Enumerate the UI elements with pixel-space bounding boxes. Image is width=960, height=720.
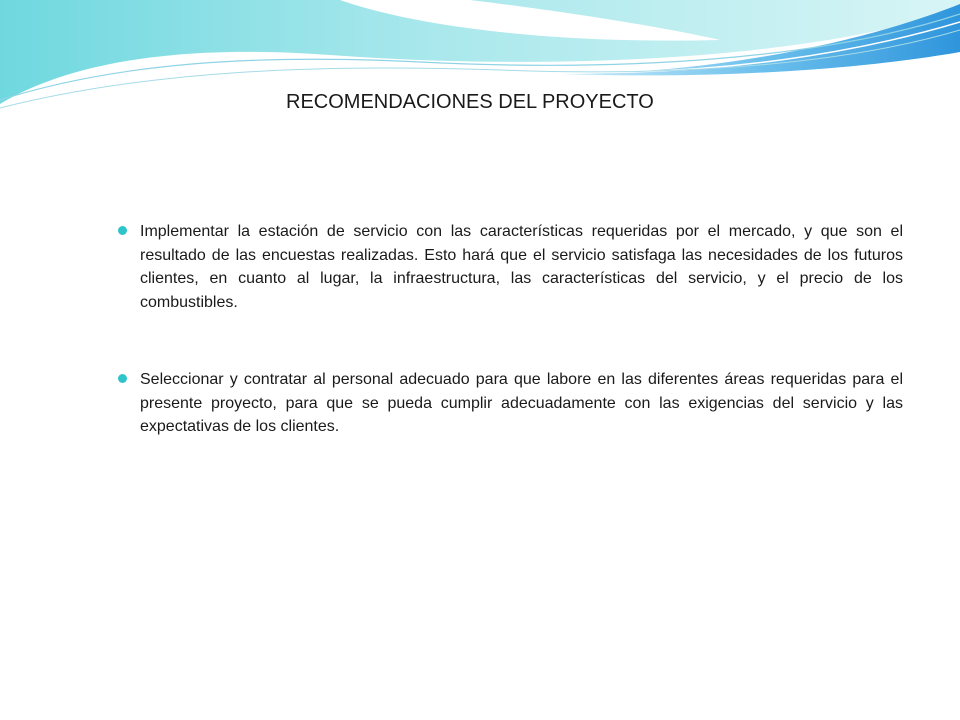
bullet-dot-icon bbox=[118, 226, 127, 235]
bullet-item bbox=[116, 220, 906, 314]
bullet-text: Seleccionar y contratar al personal adecuado para que labore en las diferentes áreas requeridas para el presente proyecto, para que se pueda cumplir adecuadamente con las exigencias del servicio y las expectativas de los clientes. bbox=[140, 371, 903, 435]
bullet-item bbox=[116, 368, 906, 439]
bullet-dot-icon bbox=[118, 374, 127, 383]
bullet-text: Implementar la estación de servicio con las características requeridas por el mercado, y que son el resultado de las encuestas realizadas. Esto hará que el servicio satisfaga las necesidades de los futuros clientes, en cuanto al lugar, la infraestructura, las características del servicio, y el precio de los combustibles. bbox=[140, 223, 903, 311]
slide-title: RECOMENDACIONES DEL PROYECTO bbox=[286, 91, 654, 113]
